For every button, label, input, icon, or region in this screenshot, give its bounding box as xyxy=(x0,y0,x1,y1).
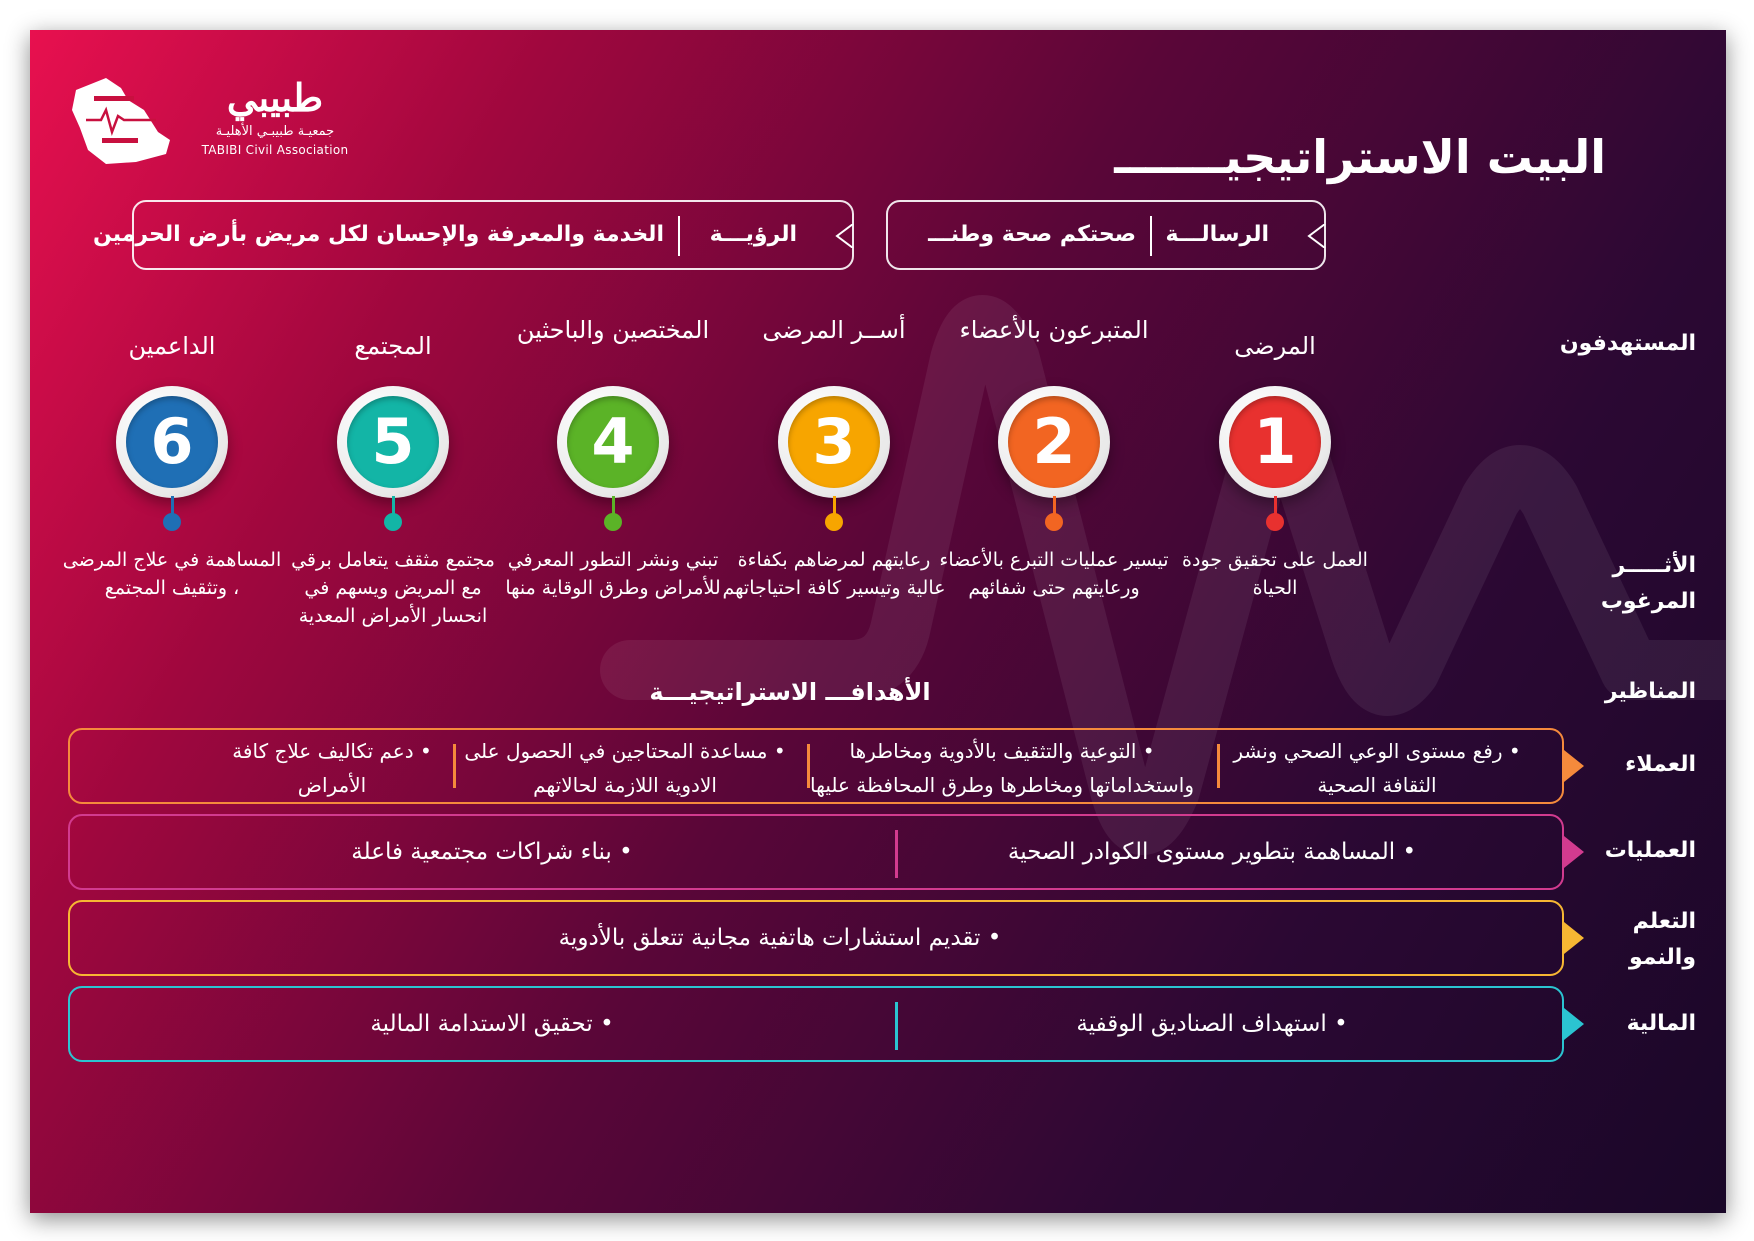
customers-goals-bar xyxy=(68,728,1564,804)
connector-dot xyxy=(384,513,402,531)
column-title: المتبرعون بالأعضاء xyxy=(959,316,1149,344)
column-title: المجتمع xyxy=(354,332,432,360)
goal-cell: • استهداف الصناديق الوقفية xyxy=(1076,1011,1348,1037)
goal-cell: • دعم تكاليف علاج كافة الأمراض xyxy=(232,739,432,797)
goal-divider xyxy=(895,830,898,878)
strategy-poster xyxy=(30,30,1726,1213)
page-title: البيت الاستراتيجيـــــــ xyxy=(1114,130,1606,184)
goal-divider xyxy=(807,744,810,788)
number-badge xyxy=(998,386,1110,498)
number-badge-value: 5 xyxy=(347,396,439,488)
column-title: المختصين والباحثين xyxy=(516,316,710,344)
mission-box xyxy=(886,200,1326,270)
chevron-left-icon xyxy=(1305,224,1327,248)
number-badge xyxy=(116,386,228,498)
column-description: العمل على تحقيق جودة الحياة xyxy=(1182,549,1368,599)
mission-divider xyxy=(1150,216,1152,256)
column-description: رعايتهم لمرضاهم بكفاءة عالية وتيسير كافة احتياجاتهم xyxy=(722,549,946,599)
goal-divider xyxy=(453,744,456,788)
vision-box xyxy=(92,200,854,270)
vision-divider xyxy=(678,216,680,256)
number-badge-value: 2 xyxy=(1008,396,1100,488)
connector-dot xyxy=(163,513,181,531)
column-description: تبني ونشر التطور المعرفي للأمراض وطرق الوقاية منها xyxy=(505,549,721,599)
logo-association-arabic: جمعيـة طبيبـي الأهليـة xyxy=(215,124,335,139)
goal-divider xyxy=(1217,744,1220,788)
number-badge-value: 4 xyxy=(567,396,659,488)
column-title: أســر المرضى xyxy=(762,316,906,344)
column-description: المساهمة في علاج المرضى ، وتثقيف المجتمع xyxy=(62,549,282,599)
number-badge xyxy=(778,386,890,498)
goal-cell: • رفع مستوى الوعي الصحي ونشر الثقافة الصحية xyxy=(1233,739,1521,797)
row-label-customers: العملاء xyxy=(1625,752,1696,777)
financial-goals-bar xyxy=(68,986,1564,1062)
number-badge-value: 3 xyxy=(788,396,880,488)
goal-cell: • المساهمة بتطوير مستوى الكوادر الصحية xyxy=(1007,839,1417,865)
strategic-goals-heading: الأهدافـــ الاستراتيجيـــة xyxy=(649,678,931,706)
row-label-impact: الأثـــــر المرغوب xyxy=(1600,553,1696,614)
row-label-beneficiaries: المستهدفون xyxy=(1559,331,1696,356)
number-badge-value: 6 xyxy=(126,396,218,488)
goal-cell: • التوعية والتثقيف بالأدوية ومخاطرها واستخداماتها ومخاطرها وطرق المحافظة عليها xyxy=(810,739,1194,797)
number-badge xyxy=(337,386,449,498)
mission-label: الرسالـــة xyxy=(1165,222,1269,247)
row-label-learning: التعلم والنمو xyxy=(1629,909,1696,970)
connector-dot xyxy=(1045,513,1063,531)
connector-dot xyxy=(825,513,843,531)
column-description: مجتمع مثقف يتعامل برقي مع المريض ويسهم في انحسار الأمراض المعدية xyxy=(291,549,495,627)
column-description: تيسير عمليات التبرع بالأعضاء ورعايتهم حتى شفائهم xyxy=(939,549,1169,599)
vision-label: الرؤيـــة xyxy=(709,222,797,247)
saudi-map-logo xyxy=(66,70,176,170)
chevron-left-icon xyxy=(833,224,855,248)
number-badge xyxy=(1219,386,1331,498)
operations-goals-bar xyxy=(68,814,1564,890)
connector-dot xyxy=(604,513,622,531)
arrow-right-icon xyxy=(1564,750,1584,782)
vision-text: الخدمة والمعرفة والإحسان لكل مريض بأرض الحرمين xyxy=(92,222,664,247)
column-title: المرضى xyxy=(1234,332,1316,360)
number-badge xyxy=(557,386,669,498)
goal-cell: • تقديم استشارات هاتفية مجانية تتعلق بالأدوية xyxy=(558,925,1002,951)
row-label-perspectives: المناظير xyxy=(1604,679,1696,704)
row-label-operations: العمليات xyxy=(1604,838,1696,863)
logo-wordmark: طبيبي xyxy=(226,75,324,120)
number-badge-value: 1 xyxy=(1229,396,1321,488)
goal-cell: • تحقيق الاستدامة المالية xyxy=(370,1011,614,1037)
logo-association-english: TABIBI Civil Association xyxy=(201,143,349,157)
row-label-financial: المالية xyxy=(1626,1011,1696,1036)
goal-cell: • بناء شراكات مجتمعية فاعلة xyxy=(351,839,633,865)
goal-cell: • مساعدة المحتاجين في الحصول على الادوية اللازمة لحالاتهم xyxy=(464,739,786,797)
column-title: الداعمين xyxy=(128,332,216,360)
arrow-right-icon xyxy=(1564,922,1584,954)
goal-divider xyxy=(895,1002,898,1050)
mission-text: صحتكم صحة وطنـــ xyxy=(928,222,1136,247)
connector-dot xyxy=(1266,513,1284,531)
arrow-right-icon xyxy=(1564,836,1584,868)
arrow-right-icon xyxy=(1564,1008,1584,1040)
learning-goals-bar xyxy=(68,900,1564,976)
